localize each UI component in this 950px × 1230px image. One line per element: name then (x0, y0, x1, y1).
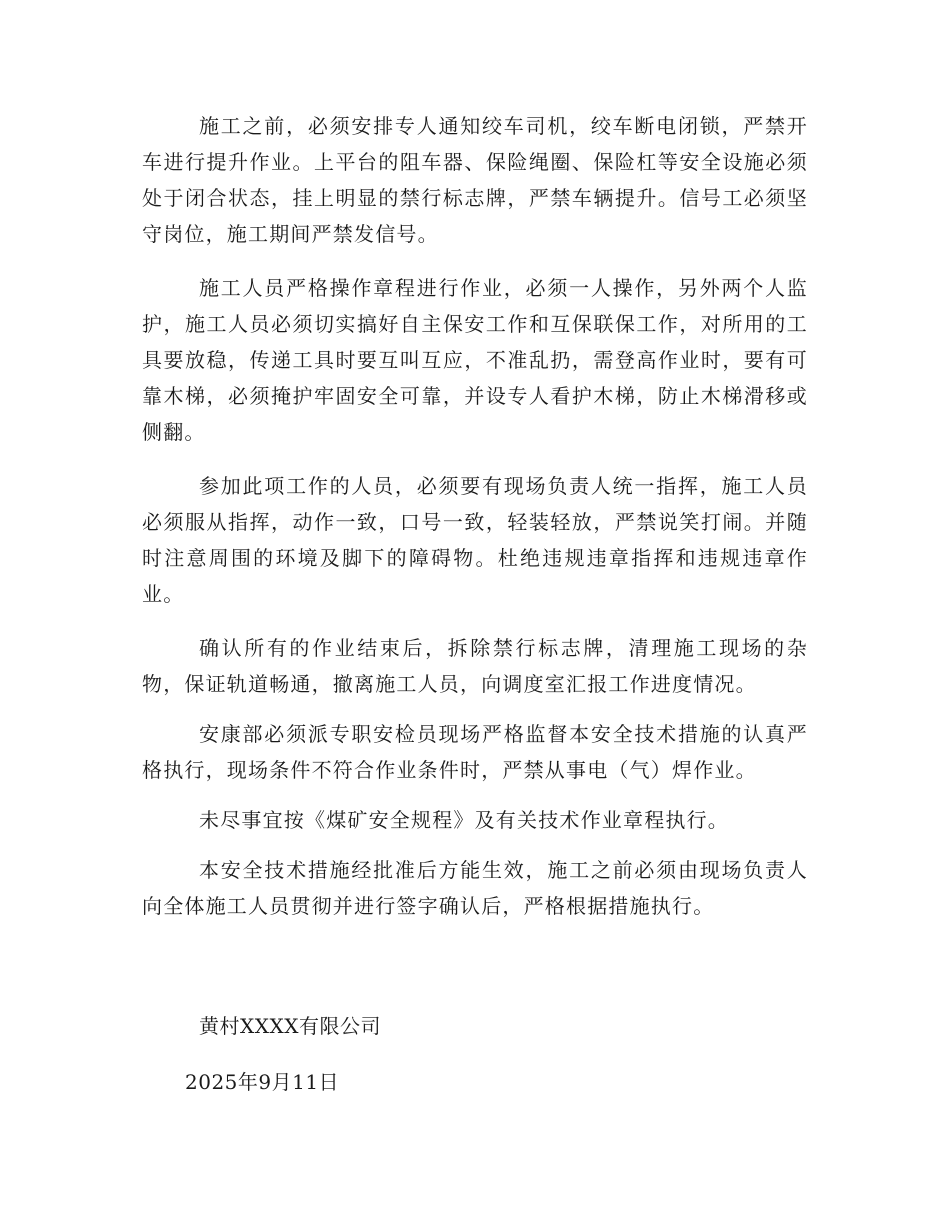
paragraph-5: 安康部必须派专职安检员现场严格监督本安全技术措施的认真严格执行，现场条件不符合作业条件时，严禁从事电（气）焊作业。 (142, 722, 808, 782)
signature-date: 2025年9月11日 (185, 1070, 340, 1094)
signature-company: 黄村XXXX有限公司 (199, 1014, 381, 1038)
paragraph-1: 施工之前，必须安排专人通知绞车司机，绞车断电闭锁，严禁开车进行提升作业。上平台的阻车器、保险绳圈、保险杠等安全设施必须处于闭合状态，挂上明显的禁行标志牌，严禁车辆提升。信号工必须坚守岗位，施工期间严禁发信号。 (142, 114, 808, 246)
paragraph-6: 未尽事宜按《煤矿安全规程》及有关技术作业章程执行。 (199, 808, 729, 832)
paragraph-7: 本安全技术措施经批准后方能生效，施工之前必须由现场负责人向全体施工人员贯彻并进行签字确认后，严格根据措施执行。 (142, 858, 808, 918)
paragraph-3: 参加此项工作的人员，必须要有现场负责人统一指挥，施工人员必须服从指挥，动作一致，口号一致，轻装轻放，严禁说笑打闹。并随时注意周围的环境及脚下的障碍物。杜绝违规违章指挥和违规违章作业。 (142, 474, 808, 606)
paragraph-4: 确认所有的作业结束后，拆除禁行标志牌，清理施工现场的杂物，保证轨道畅通，撤离施工人员，向调度室汇报工作进度情况。 (142, 636, 808, 696)
paragraph-2: 施工人员严格操作章程进行作业，必须一人操作，另外两个人监护，施工人员必须切实搞好自主保安工作和互保联保工作，对所用的工具要放稳，传递工具时要互叫互应，不准乱扔，需登高作业时，要有可靠木梯，必须掩护牢固安全可靠，并设专人看护木梯，防止木梯滑移或侧翻。 (142, 276, 808, 444)
document-body (142, 108, 808, 942)
